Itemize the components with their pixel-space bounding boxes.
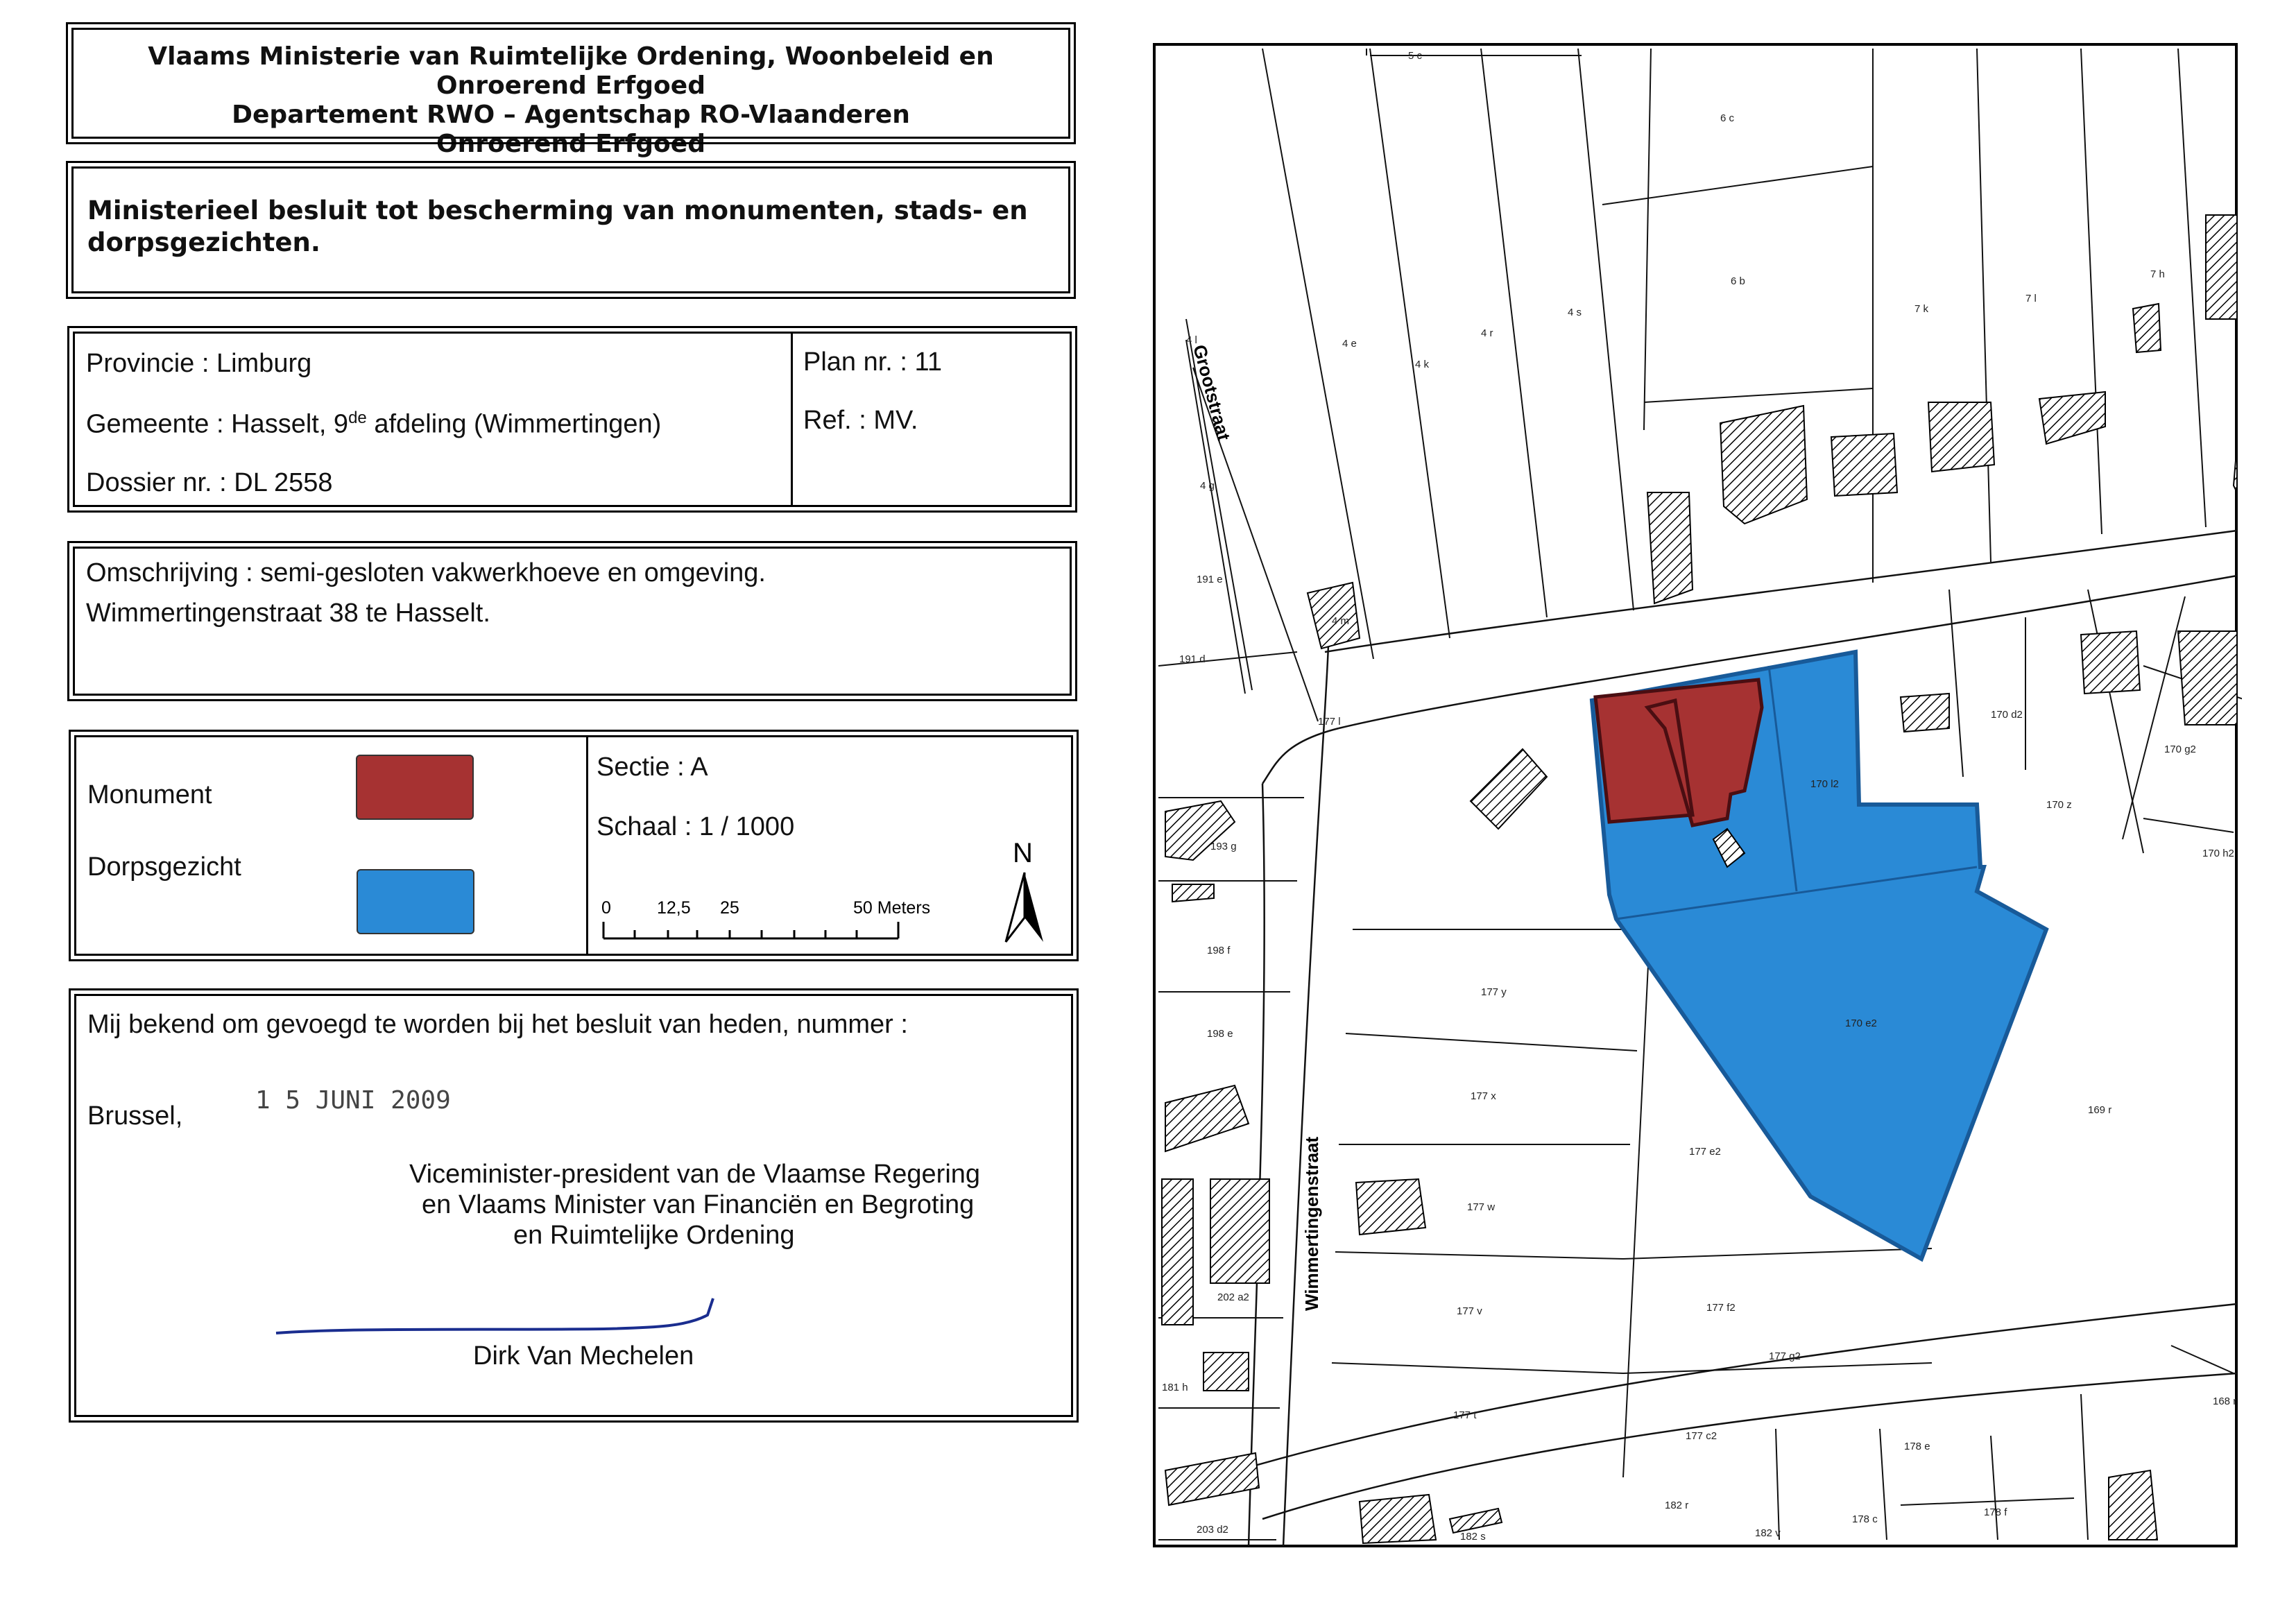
sectie-text: Sectie : A [597, 753, 708, 782]
date-stamp: 1 5 JUNI 2009 [255, 1086, 451, 1115]
parcel-label: 7 l [2025, 293, 2037, 304]
north-arrow-left [1006, 873, 1025, 942]
header-box [71, 28, 1070, 158]
signature [271, 1287, 742, 1343]
parcel-label: 170 e2 [1845, 1017, 1877, 1029]
parcel-label: 4 m [1332, 615, 1350, 627]
scale-tick-label: 12,5 [657, 898, 691, 918]
parcel-label: 181 h [1162, 1382, 1188, 1393]
schaal-text: Schaal : 1 / 1000 [597, 812, 795, 841]
legend-box [74, 735, 1073, 956]
street-label: Grootstraat [1189, 342, 1235, 443]
parcel-label: 202 a2 [1217, 1291, 1249, 1303]
parcel-label: 177 y [1481, 986, 1507, 998]
parcel-label: 178 e [1904, 1441, 1930, 1452]
north-arrow-right [1025, 873, 1043, 942]
parcel-label: 4 l [1186, 334, 1197, 346]
scale-bar [593, 895, 1037, 944]
title-line-1: Ministerieel besluit tot bescherming van monumenten, stads- en [87, 196, 1028, 225]
parcel-label: 178 f [1984, 1506, 2007, 1518]
parcel-label: 177 l [1318, 716, 1341, 728]
parcel-label: 4 e [1342, 338, 1357, 350]
parcel-label: 170 d2 [1991, 709, 2023, 721]
legend-monument-swatch [356, 755, 474, 820]
role-line-2: en Vlaams Minister van Financiën en Begroting [422, 1190, 975, 1219]
north-arrow [992, 834, 1061, 945]
parcel-label: 5 c [1408, 50, 1423, 62]
legend-dorpsgezicht-label: Dorpsgezicht [87, 852, 241, 882]
parcel-label: 191 e [1197, 574, 1223, 585]
title-line-2: dorpsgezichten. [87, 227, 320, 257]
parcel-label: 170 g2 [2164, 744, 2196, 755]
dossier-text: Dossier nr. : DL 2558 [86, 468, 333, 497]
parcel-label: 177 w [1467, 1201, 1496, 1213]
description-line-1: Omschrijving : semi-gesloten vakwerkhoeve en omgeving. [86, 558, 766, 587]
parcel-label: 6 c [1720, 112, 1735, 124]
parcel-label: 4 k [1415, 359, 1430, 370]
reference: Ref. : MV. [803, 406, 918, 435]
parcel-label: 177 x [1471, 1090, 1496, 1102]
header-line-2: Departement RWO – Agentschap RO-Vlaanderen [232, 101, 910, 129]
plan-number: Plan nr. : 11 [803, 347, 942, 377]
parcel-label: 177 c2 [1686, 1430, 1717, 1442]
parcel-label: 177 v [1457, 1305, 1482, 1317]
legend-dorpsgezicht-swatch [357, 869, 474, 934]
scale-tick-label: 0 [601, 898, 611, 918]
parcel-label: 182 v [1755, 1527, 1781, 1539]
scale-tick-label: 25 [720, 898, 739, 918]
parcel-label: 177 g2 [1769, 1350, 1801, 1362]
approval-box [74, 994, 1073, 1417]
cadastral-map [1151, 42, 2242, 1554]
parcel-label: 6 b [1731, 275, 1745, 287]
parcel-label: 182 s [1460, 1531, 1486, 1543]
parcel-label: 177 e2 [1689, 1146, 1721, 1158]
parcel-label: 182 r [1665, 1500, 1689, 1511]
parcel-label: 170 z [2046, 799, 2072, 811]
info-divider [791, 334, 793, 505]
parcel-label: 203 d2 [1197, 1524, 1228, 1536]
parcel-label: 7 k [1914, 303, 1929, 315]
parcel-label: 198 f [1207, 945, 1231, 956]
parcel-label: 177 t [1453, 1409, 1477, 1421]
title-box [71, 166, 1070, 293]
header-line-1: Vlaams Ministerie van Ruimtelijke Ordening, Woonbeleid en Onroerend Erfgoed [148, 42, 994, 100]
parcel-label: 193 g [1210, 841, 1237, 852]
parcel-label: 177 f2 [1706, 1302, 1736, 1314]
header-line-3: Onroerend Erfgoed [436, 130, 705, 158]
street-label: Wimmertingenstraat [1301, 1136, 1322, 1311]
parcel-label: 170 l2 [1810, 778, 1839, 790]
scale-tick-label: 50 Meters [853, 898, 931, 918]
role-line-3: en Ruimtelijke Ordening [513, 1221, 795, 1250]
role-line-1: Viceminister-president van de Vlaamse Regering [409, 1160, 981, 1189]
parcel-label: 4 g [1200, 480, 1215, 492]
signatory-name: Dirk Van Mechelen [473, 1341, 694, 1371]
parcel-label: 4 r [1481, 327, 1493, 339]
description-line-2: Wimmertingenstraat 38 te Hasselt. [86, 599, 490, 628]
parcel-label: 170 h2 [2202, 848, 2234, 859]
approval-city: Brussel, [87, 1101, 183, 1131]
parcel-label: 198 e [1207, 1028, 1233, 1040]
parcel-label: 191 d [1179, 653, 1206, 665]
parcel-label: 4 s [1568, 307, 1582, 318]
north-label: N [1013, 838, 1033, 868]
provincie-text: Provincie : Limburg [86, 349, 312, 378]
info-box [73, 332, 1072, 507]
parcel-label: 169 r [2088, 1104, 2112, 1116]
parcel-label: 168 r [2213, 1396, 2237, 1407]
parcel-label: 178 c [1852, 1513, 1878, 1525]
legend-monument-label: Monument [87, 780, 212, 809]
legend-divider [586, 737, 588, 954]
description-box [73, 547, 1072, 696]
gemeente-text: Gemeente : Hasselt, 9de afdeling (Wimmertingen) [86, 409, 662, 439]
parcel-label: 7 h [2150, 268, 2165, 280]
approval-statement: Mij bekend om gevoegd te worden bij het besluit van heden, nummer : [87, 1010, 908, 1039]
